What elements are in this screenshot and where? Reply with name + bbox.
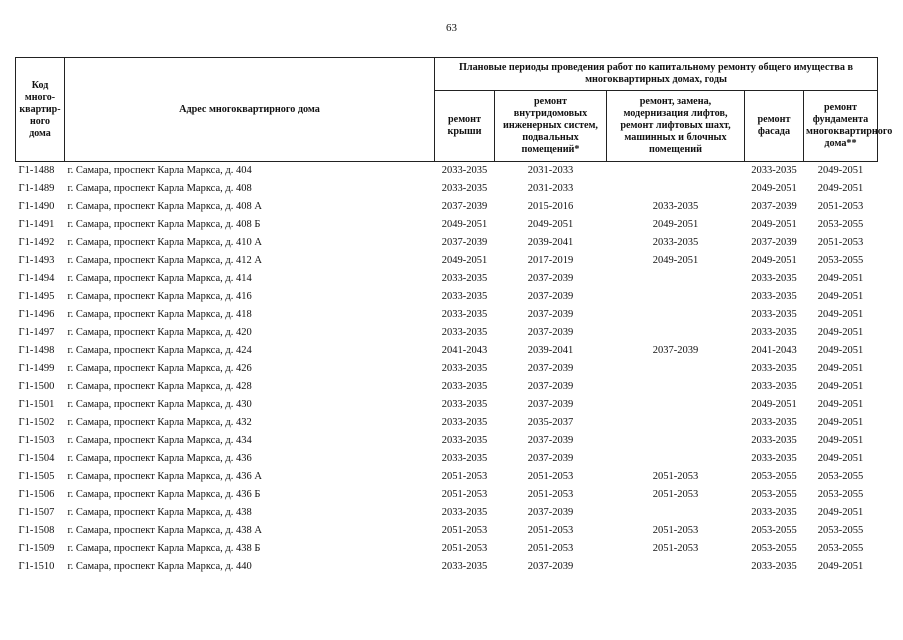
cell-elevators [607,396,745,414]
cell-address: г. Самара, проспект Карла Маркса, д. 436 Б [67,489,261,500]
table-row [16,324,878,342]
cell-systems: 2049-2051 [527,219,574,230]
table-body [16,162,878,577]
cell-systems: 2037-2039 [527,363,574,374]
cell-facade: 2033-2035 [751,165,797,176]
cell-foundation: 2049-2051 [817,435,864,446]
cell-address: г. Самара, проспект Карла Маркса, д. 420 [67,327,252,338]
table-row [16,432,878,450]
cell-elevators [607,504,745,522]
cell-address: г. Самара, проспект Карла Маркса, д. 408 [67,183,252,194]
cell-facade: 2033-2035 [751,309,797,320]
table-row [16,468,878,486]
cell-foundation: 2049-2051 [817,363,864,374]
table-row [16,414,878,432]
header-code: Код много-квартир-ного дома [16,58,65,162]
cell-roof: 2033-2035 [441,381,488,392]
cell-foundation: 2053-2055 [817,543,864,554]
cell-elevators: 2051-2053 [652,543,699,554]
table-row [16,234,878,252]
cell-elevators [607,180,745,198]
cell-address: г. Самара, проспект Карла Маркса, д. 416 [67,291,252,302]
cell-facade: 2053-2055 [751,471,797,482]
cell-foundation: 2049-2051 [817,417,864,428]
cell-roof: 2041-2043 [441,345,488,356]
cell-address: г. Самара, проспект Карла Маркса, д. 412 А [67,255,262,266]
cell-systems: 2035-2037 [527,417,574,428]
cell-facade: 2041-2043 [751,345,797,356]
cell-roof: 2033-2035 [441,399,488,410]
cell-facade: 2033-2035 [751,381,797,392]
table-row [16,288,878,306]
header-facade: ремонт фасада [745,91,804,162]
table-row [16,306,878,324]
header-roof: ремонт крыши [435,91,495,162]
cell-foundation: 2049-2051 [817,561,864,572]
cell-facade: 2053-2055 [751,489,797,500]
cell-roof: 2037-2039 [441,201,488,212]
cell-roof: 2033-2035 [441,309,488,320]
cell-facade: 2049-2051 [751,183,797,194]
cell-systems: 2037-2039 [527,507,574,518]
cell-roof: 2051-2053 [441,471,488,482]
cell-code: Г1-1495 [18,291,55,302]
cell-code: Г1-1501 [18,399,55,410]
table-row [16,360,878,378]
cell-systems: 2051-2053 [527,525,574,536]
cell-foundation: 2053-2055 [817,471,864,482]
cell-systems: 2037-2039 [527,273,574,284]
cell-roof: 2037-2039 [441,237,488,248]
cell-foundation: 2049-2051 [817,345,864,356]
cell-systems: 2037-2039 [527,309,574,320]
cell-code: Г1-1508 [18,525,55,536]
table-row [16,558,878,576]
cell-elevators: 2033-2035 [652,201,699,212]
cell-elevators: 2049-2051 [652,255,699,266]
cell-code: Г1-1504 [18,453,55,464]
cell-foundation: 2049-2051 [817,165,864,176]
cell-facade: 2053-2055 [751,525,797,536]
cell-systems: 2037-2039 [527,291,574,302]
cell-address: г. Самара, проспект Карла Маркса, д. 434 [67,435,252,446]
cell-code: Г1-1492 [18,237,55,248]
cell-elevators [607,270,745,288]
cell-code: Г1-1496 [18,309,55,320]
cell-elevators [607,324,745,342]
cell-facade: 2037-2039 [751,201,797,212]
cell-elevators: 2051-2053 [652,525,699,536]
cell-address: г. Самара, проспект Карла Маркса, д. 424 [67,345,252,356]
table-row [16,540,878,558]
cell-foundation: 2049-2051 [817,453,864,464]
cell-systems: 2039-2041 [527,237,574,248]
cell-foundation: 2049-2051 [817,273,864,284]
cell-foundation: 2053-2055 [817,255,864,266]
cell-code: Г1-1502 [18,417,55,428]
table-row [16,378,878,396]
cell-systems: 2037-2039 [527,561,574,572]
cell-roof: 2033-2035 [441,561,488,572]
cell-roof: 2033-2035 [441,183,488,194]
cell-foundation: 2049-2051 [817,381,864,392]
cell-roof: 2033-2035 [441,327,488,338]
header-systems: ремонт внутридомовых инженерных систем, подвальных помещений* [495,91,607,162]
cell-code: Г1-1503 [18,435,55,446]
cell-roof: 2049-2051 [441,255,488,266]
cell-foundation: 2049-2051 [817,327,864,338]
cell-facade: 2033-2035 [751,363,797,374]
cell-elevators: 2033-2035 [652,237,699,248]
cell-systems: 2039-2041 [527,345,574,356]
cell-facade: 2033-2035 [751,507,797,518]
cell-code: Г1-1510 [18,561,55,572]
cell-code: Г1-1499 [18,363,55,374]
cell-code: Г1-1507 [18,507,55,518]
cell-systems: 2037-2039 [527,453,574,464]
cell-foundation: 2049-2051 [817,183,864,194]
cell-address: г. Самара, проспект Карла Маркса, д. 440 [67,561,252,572]
table-row [16,270,878,288]
cell-systems: 2031-2033 [527,165,574,176]
cell-systems: 2051-2053 [527,471,574,482]
cell-code: Г1-1493 [18,255,55,266]
cell-foundation: 2051-2053 [817,201,864,212]
cell-roof: 2033-2035 [441,291,488,302]
cell-roof: 2049-2051 [441,219,488,230]
cell-elevators: 2051-2053 [652,489,699,500]
cell-elevators [607,360,745,378]
cell-elevators [607,450,745,468]
table-row [16,252,878,270]
cell-code: Г1-1498 [18,345,55,356]
cell-systems: 2037-2039 [527,327,574,338]
cell-code: Г1-1490 [18,201,55,212]
cell-systems: 2017-2019 [527,255,574,266]
cell-address: г. Самара, проспект Карла Маркса, д. 418 [67,309,252,320]
cell-roof: 2033-2035 [441,507,488,518]
table-header [16,58,893,162]
cell-address: г. Самара, проспект Карла Маркса, д. 436 А [67,471,262,482]
cell-elevators: 2051-2053 [652,471,699,482]
cell-foundation: 2051-2053 [817,237,864,248]
cell-facade: 2033-2035 [751,561,797,572]
table-row [16,450,878,468]
cell-address: г. Самара, проспект Карла Маркса, д. 436 [67,453,252,464]
table-row [16,216,878,234]
cell-address: г. Самара, проспект Карла Маркса, д. 430 [67,399,252,410]
cell-systems: 2037-2039 [527,381,574,392]
cell-systems: 2051-2053 [527,543,574,554]
cell-facade: 2033-2035 [751,327,797,338]
cell-facade: 2033-2035 [751,273,797,284]
cell-address: г. Самара, проспект Карла Маркса, д. 438 Б [67,543,261,554]
cell-foundation: 2049-2051 [817,507,864,518]
cell-systems: 2051-2053 [527,489,574,500]
cell-address: г. Самара, проспект Карла Маркса, д. 404 [67,165,252,176]
cell-code: Г1-1489 [18,183,55,194]
cell-address: г. Самара, проспект Карла Маркса, д. 414 [67,273,252,284]
cell-code: Г1-1488 [18,165,55,176]
table-row [16,162,878,181]
page-number: 63 [446,22,457,34]
cell-address: г. Самара, проспект Карла Маркса, д. 438 А [67,525,262,536]
cell-roof: 2051-2053 [441,525,488,536]
cell-elevators [607,378,745,396]
cell-address: г. Самара, проспект Карла Маркса, д. 438 [67,507,252,518]
cell-facade: 2033-2035 [751,417,797,428]
cell-elevators: 2037-2039 [652,345,699,356]
cell-foundation: 2053-2055 [817,219,864,230]
cell-foundation: 2053-2055 [817,525,864,536]
cell-facade: 2049-2051 [751,255,797,266]
cell-facade: 2049-2051 [751,399,797,410]
cell-roof: 2033-2035 [441,417,488,428]
table-row [16,342,878,360]
cell-systems: 2015-2016 [527,201,574,212]
table-row [16,198,878,216]
cell-elevators: 2049-2051 [652,219,699,230]
table-row [16,180,878,198]
cell-code: Г1-1494 [18,273,55,284]
header-elevators: ремонт, замена, модернизация лифтов, ремонт лифтовых шахт, машинных и блочных помещений [607,91,745,162]
cell-roof: 2033-2035 [441,273,488,284]
cell-code: Г1-1509 [18,543,55,554]
cell-roof: 2051-2053 [441,543,488,554]
header-group: Плановые периоды проведения работ по капитальному ремонту общего имущества в многоквартирных домах, годы [435,58,878,91]
cell-facade: 2037-2039 [751,237,797,248]
table-row [16,522,878,540]
table-row [16,396,878,414]
cell-roof: 2033-2035 [441,453,488,464]
cell-roof: 2051-2053 [441,489,488,500]
cell-address: г. Самара, проспект Карла Маркса, д. 428 [67,381,252,392]
cell-elevators [607,414,745,432]
cell-foundation: 2049-2051 [817,309,864,320]
cell-elevators [607,558,745,576]
cell-facade: 2033-2035 [751,453,797,464]
repair-schedule-table [15,57,893,576]
cell-roof: 2033-2035 [441,435,488,446]
cell-facade: 2033-2035 [751,435,797,446]
table-row [16,504,878,522]
cell-address: г. Самара, проспект Карла Маркса, д. 426 [67,363,252,374]
cell-address: г. Самара, проспект Карла Маркса, д. 410 А [67,237,262,248]
cell-code: Г1-1497 [18,327,55,338]
cell-systems: 2037-2039 [527,435,574,446]
cell-address: г. Самара, проспект Карла Маркса, д. 432 [67,417,252,428]
cell-roof: 2033-2035 [441,165,488,176]
cell-foundation: 2049-2051 [817,291,864,302]
header-foundation: ремонт фундамента многоквартирного дома** [804,91,878,162]
cell-address: г. Самара, проспект Карла Маркса, д. 408 А [67,201,262,212]
cell-facade: 2053-2055 [751,543,797,554]
cell-code: Г1-1500 [18,381,55,392]
header-address: Адрес многоквартирного дома [65,58,435,162]
cell-code: Г1-1506 [18,489,55,500]
cell-elevators [607,306,745,324]
cell-facade: 2049-2051 [751,219,797,230]
cell-systems: 2031-2033 [527,183,574,194]
cell-elevators [607,162,745,181]
cell-systems: 2037-2039 [527,399,574,410]
cell-roof: 2033-2035 [441,363,488,374]
cell-elevators [607,288,745,306]
cell-foundation: 2053-2055 [817,489,864,500]
cell-facade: 2033-2035 [751,291,797,302]
cell-foundation: 2049-2051 [817,399,864,410]
cell-code: Г1-1505 [18,471,55,482]
cell-elevators [607,432,745,450]
cell-code: Г1-1491 [18,219,55,230]
table-row [16,486,878,504]
cell-address: г. Самара, проспект Карла Маркса, д. 408 Б [67,219,261,230]
